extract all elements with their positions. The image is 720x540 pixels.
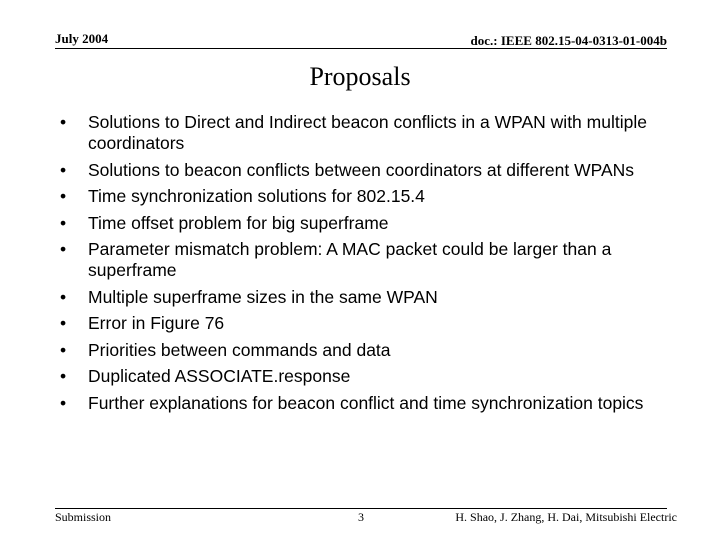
bullet-icon: • bbox=[60, 239, 67, 259]
list-item-text: Error in Figure 76 bbox=[88, 313, 225, 333]
list-item-text: Time synchronization solutions for 802.15.4 bbox=[88, 186, 425, 206]
bullet-icon: • bbox=[60, 286, 67, 307]
header-divider bbox=[55, 48, 667, 49]
bullet-icon: • bbox=[60, 112, 67, 132]
list-item-text: Further explanations for beacon conflict and time synchronization topics bbox=[88, 392, 644, 413]
header-doc-id: doc.: IEEE 802.15-04-0313-01-004b bbox=[470, 33, 667, 48]
footer-authors: H. Shao, J. Zhang, H. Dai, Mitsubishi Electric bbox=[455, 510, 677, 524]
list-item bbox=[58, 160, 668, 181]
header-date: July 2004 bbox=[55, 31, 109, 46]
list-item-text: Parameter mismatch problem: A MAC packet could be larger than a superframe bbox=[88, 239, 612, 280]
bullet-list bbox=[58, 112, 668, 419]
list-item bbox=[58, 186, 668, 207]
bullet-icon: • bbox=[60, 366, 67, 386]
footer-divider bbox=[55, 508, 667, 509]
page-number: 3 bbox=[358, 510, 364, 524]
slide-title: Proposals bbox=[309, 62, 411, 91]
list-item bbox=[58, 239, 668, 281]
list-item-text: Solutions to beacon conflicts between coordinators at different WPANs bbox=[88, 159, 635, 180]
list-item bbox=[58, 112, 668, 154]
bullet-icon: • bbox=[60, 186, 67, 206]
list-item bbox=[58, 287, 668, 308]
list-item-text: Multiple superframe sizes in the same WPAN bbox=[88, 286, 438, 307]
list-item-text: Duplicated ASSOCIATE.response bbox=[88, 366, 351, 386]
list-item bbox=[58, 366, 668, 387]
list-item-text: Priorities between commands and data bbox=[88, 339, 391, 360]
list-item-text: Solutions to Direct and Indirect beacon conflicts in a WPAN with multiple coordinators bbox=[88, 112, 647, 153]
list-item bbox=[58, 213, 668, 234]
list-item bbox=[58, 313, 668, 334]
bullet-icon: • bbox=[60, 212, 67, 233]
bullet-icon: • bbox=[60, 392, 67, 413]
list-item-text: Time offset problem for big superframe bbox=[88, 212, 389, 233]
list-item bbox=[58, 340, 668, 361]
footer-submission: Submission bbox=[55, 510, 112, 524]
bullet-icon: • bbox=[60, 313, 67, 333]
list-item bbox=[58, 393, 668, 414]
bullet-icon: • bbox=[60, 339, 67, 360]
bullet-icon: • bbox=[60, 159, 67, 180]
